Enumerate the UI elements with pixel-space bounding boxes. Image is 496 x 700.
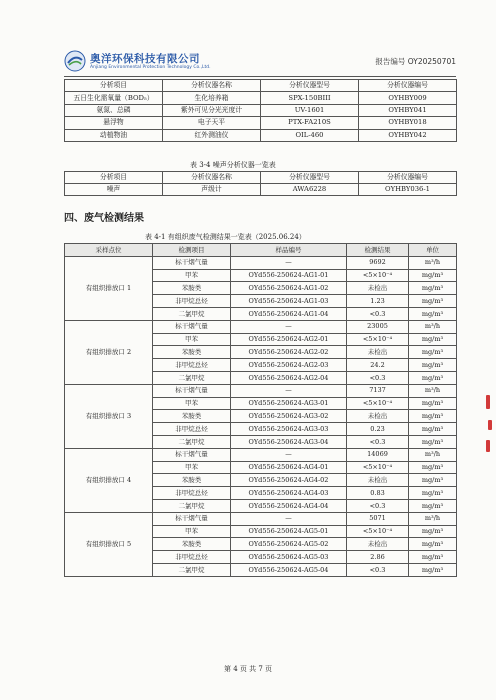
table-cell: 苯胺类 <box>153 410 231 423</box>
table-row <box>65 117 457 129</box>
table-cell: mg/m³ <box>409 359 457 372</box>
table-row <box>65 384 457 397</box>
table-cell: <5×10⁻⁴ <box>347 525 409 538</box>
table-cell: mg/m³ <box>409 295 457 308</box>
instrument-table <box>64 79 457 142</box>
table-cell: mg/m³ <box>409 563 457 576</box>
table-cell: OIL-460 <box>261 129 359 141</box>
table-cell: m³/h <box>409 256 457 269</box>
table-cell: mg/m³ <box>409 346 457 359</box>
table-cell: mg/m³ <box>409 333 457 346</box>
table-cell: OYd556-250624-AG1-02 <box>231 282 347 295</box>
table-cell: — <box>231 384 347 397</box>
table-cell: — <box>231 512 347 525</box>
table-cell: 动植物油 <box>65 129 163 141</box>
table-row <box>65 104 457 116</box>
company-logo-icon <box>64 50 86 72</box>
table-cell: mg/m³ <box>409 538 457 551</box>
company-name-en: Anjiang Environmental Protection Technology Co.,Ltd. <box>90 65 211 70</box>
table-cell: 二氯甲烷 <box>153 307 231 320</box>
table-cell: <0.3 <box>347 499 409 512</box>
gas-results-table <box>64 243 457 577</box>
table-cell: OYd556-250624-AG2-03 <box>231 359 347 372</box>
table-cell: 悬浮物 <box>65 117 163 129</box>
table-cell: mg/m³ <box>409 525 457 538</box>
table-row <box>65 512 457 525</box>
sampling-location: 有组织排放口 1 <box>65 256 153 320</box>
noise-instrument-table <box>64 171 457 196</box>
table-cell: 紫外可见分光光度计 <box>163 104 261 116</box>
table-cell: OYd556-250624-AG5-01 <box>231 525 347 538</box>
sampling-location: 有组织排放口 4 <box>65 448 153 512</box>
table-row <box>65 184 457 196</box>
table-cell: 电子天平 <box>163 117 261 129</box>
table-cell: 标干烟气量 <box>153 512 231 525</box>
table-cell: OYd556-250624-AG3-03 <box>231 423 347 436</box>
table-cell: 非甲烷总烃 <box>153 487 231 500</box>
table-cell: OYHBY009 <box>359 92 457 104</box>
table-cell: 未检出 <box>347 282 409 295</box>
table-cell: 苯胺类 <box>153 538 231 551</box>
table-cell: mg/m³ <box>409 487 457 500</box>
table-row <box>65 448 457 461</box>
table-cell: OYHBY018 <box>359 117 457 129</box>
table-cell: 未检出 <box>347 474 409 487</box>
page-footer: 第 4 页 共 7 页 <box>223 665 273 673</box>
table-cell: <0.3 <box>347 371 409 384</box>
table-header-row <box>65 80 457 92</box>
table-cell: UV-1601 <box>261 104 359 116</box>
table-cell: OYd556-250624-AG5-03 <box>231 551 347 564</box>
noise-table-caption: 表 3-4 噪声分析仪器一览表 <box>190 161 276 169</box>
header-divider <box>64 76 456 77</box>
table-cell: OYd556-250624-AG5-02 <box>231 538 347 551</box>
table-cell: OYd556-250624-AG2-04 <box>231 371 347 384</box>
table-cell: 0.83 <box>347 487 409 500</box>
table-cell: mg/m³ <box>409 551 457 564</box>
table-cell: OYd556-250624-AG2-01 <box>231 333 347 346</box>
table-cell: 甲苯 <box>153 333 231 346</box>
gas-table-caption: 表 4-1 有组织废气检测结果一览表（2025.06.24） <box>145 233 306 241</box>
table-cell: OYHBY041 <box>359 104 457 116</box>
table-cell: mg/m³ <box>409 282 457 295</box>
seal-fragment <box>488 420 492 430</box>
table-cell: mg/m³ <box>409 371 457 384</box>
table-cell: m³/h <box>409 320 457 333</box>
table-cell: <0.3 <box>347 563 409 576</box>
table-cell: 声级计 <box>163 184 261 196</box>
table-cell: 5071 <box>347 512 409 525</box>
table-cell: 1.23 <box>347 295 409 308</box>
table-row <box>65 92 457 104</box>
table-cell: <0.3 <box>347 307 409 320</box>
table-cell: mg/m³ <box>409 474 457 487</box>
table-cell: OYd556-250624-AG2-02 <box>231 346 347 359</box>
sampling-location: 有组织排放口 5 <box>65 512 153 576</box>
table-row <box>65 320 457 333</box>
table-cell: 二氯甲烷 <box>153 499 231 512</box>
table-cell: OYd556-250624-AG4-01 <box>231 461 347 474</box>
seal-fragment <box>486 440 490 452</box>
table-cell: 7137 <box>347 384 409 397</box>
table-cell: 未检出 <box>347 538 409 551</box>
table-cell: mg/m³ <box>409 269 457 282</box>
table-cell: 非甲烷总烃 <box>153 359 231 372</box>
table-cell: 甲苯 <box>153 461 231 474</box>
table-cell: OYd556-250624-AG3-04 <box>231 435 347 448</box>
table-cell: mg/m³ <box>409 307 457 320</box>
table-cell: — <box>231 256 347 269</box>
table-cell: 二氯甲烷 <box>153 371 231 384</box>
table-cell: 24.2 <box>347 359 409 372</box>
table-cell: <5×10⁻⁴ <box>347 397 409 410</box>
table-header-row <box>65 244 457 257</box>
table-cell: mg/m³ <box>409 461 457 474</box>
table-cell: 标干烟气量 <box>153 320 231 333</box>
table-row <box>65 256 457 269</box>
table-cell: 苯胺类 <box>153 346 231 359</box>
company-name-cn: 奥洋环保科技有限公司 <box>90 53 200 65</box>
table-cell: 二氯甲烷 <box>153 435 231 448</box>
table-cell: m³/h <box>409 384 457 397</box>
table-cell: 甲苯 <box>153 269 231 282</box>
seal-fragment <box>486 395 490 409</box>
table-cell: PTX-FA210S <box>261 117 359 129</box>
table-cell: OYHBY042 <box>359 129 457 141</box>
table-cell: OYd556-250624-AG5-04 <box>231 563 347 576</box>
page-header <box>64 50 456 76</box>
table-cell: 标干烟气量 <box>153 256 231 269</box>
table-cell: mg/m³ <box>409 435 457 448</box>
table-cell: 甲苯 <box>153 525 231 538</box>
table-row <box>65 129 457 141</box>
table-cell: <5×10⁻⁴ <box>347 269 409 282</box>
table-cell: OYd556-250624-AG4-04 <box>231 499 347 512</box>
column-header: 采样点位 <box>65 244 153 257</box>
table-cell: — <box>231 448 347 461</box>
sampling-location: 有组织排放口 2 <box>65 320 153 384</box>
table-cell: 生化培养箱 <box>163 92 261 104</box>
table-cell: OYd556-250624-AG3-02 <box>231 410 347 423</box>
column-header: 分析仪器编号 <box>359 172 457 184</box>
table-cell: OYd556-250624-AG3-01 <box>231 397 347 410</box>
table-cell: mg/m³ <box>409 423 457 436</box>
table-cell: mg/m³ <box>409 410 457 423</box>
table-cell: 甲苯 <box>153 397 231 410</box>
table-cell: 氨氮、总磷 <box>65 104 163 116</box>
column-header: 分析仪器编号 <box>359 80 457 92</box>
table-cell: 9692 <box>347 256 409 269</box>
table-cell: 标干烟气量 <box>153 384 231 397</box>
table-cell: OYd556-250624-AG1-01 <box>231 269 347 282</box>
table-cell: 五日生化需氧量（BOD₅） <box>65 92 163 104</box>
column-header: 分析仪器型号 <box>261 172 359 184</box>
column-header: 检测结果 <box>347 244 409 257</box>
column-header: 分析项目 <box>65 80 163 92</box>
table-cell: 红外测油仪 <box>163 129 261 141</box>
table-cell: 标干烟气量 <box>153 448 231 461</box>
table-cell: AWA6228 <box>261 184 359 196</box>
table-cell: 非甲烷总烃 <box>153 423 231 436</box>
sampling-location: 有组织排放口 3 <box>65 384 153 448</box>
table-cell: 二氯甲烷 <box>153 563 231 576</box>
table-cell: OYd556-250624-AG1-04 <box>231 307 347 320</box>
table-cell: OYHBY036-1 <box>359 184 457 196</box>
table-cell: 2.86 <box>347 551 409 564</box>
table-cell: <5×10⁻⁴ <box>347 333 409 346</box>
column-header: 检测项目 <box>153 244 231 257</box>
section-title: 四、废气检测结果 <box>64 213 144 224</box>
table-cell: — <box>231 320 347 333</box>
table-cell: 14069 <box>347 448 409 461</box>
table-cell: 噪声 <box>65 184 163 196</box>
column-header: 分析仪器型号 <box>261 80 359 92</box>
table-cell: SPX-150BIII <box>261 92 359 104</box>
table-cell: 苯胺类 <box>153 474 231 487</box>
column-header: 单位 <box>409 244 457 257</box>
table-cell: OYd556-250624-AG4-03 <box>231 487 347 500</box>
table-cell: 未检出 <box>347 410 409 423</box>
table-cell: 未检出 <box>347 346 409 359</box>
column-header: 分析项目 <box>65 172 163 184</box>
column-header: 分析仪器名称 <box>163 80 261 92</box>
table-cell: 非甲烷总烃 <box>153 551 231 564</box>
table-cell: m³/h <box>409 512 457 525</box>
table-cell: 苯胺类 <box>153 282 231 295</box>
table-cell: mg/m³ <box>409 397 457 410</box>
table-cell: 23005 <box>347 320 409 333</box>
column-header: 分析仪器名称 <box>163 172 261 184</box>
table-cell: OYd556-250624-AG1-03 <box>231 295 347 308</box>
table-cell: <5×10⁻⁴ <box>347 461 409 474</box>
table-cell: mg/m³ <box>409 499 457 512</box>
column-header: 样品编号 <box>231 244 347 257</box>
table-cell: m³/h <box>409 448 457 461</box>
report-number: 报告编号 OY20250701 <box>375 57 456 66</box>
table-cell: 非甲烷总烃 <box>153 295 231 308</box>
table-header-row <box>65 172 457 184</box>
table-cell: OYd556-250624-AG4-02 <box>231 474 347 487</box>
table-cell: <0.3 <box>347 435 409 448</box>
table-cell: 0.23 <box>347 423 409 436</box>
